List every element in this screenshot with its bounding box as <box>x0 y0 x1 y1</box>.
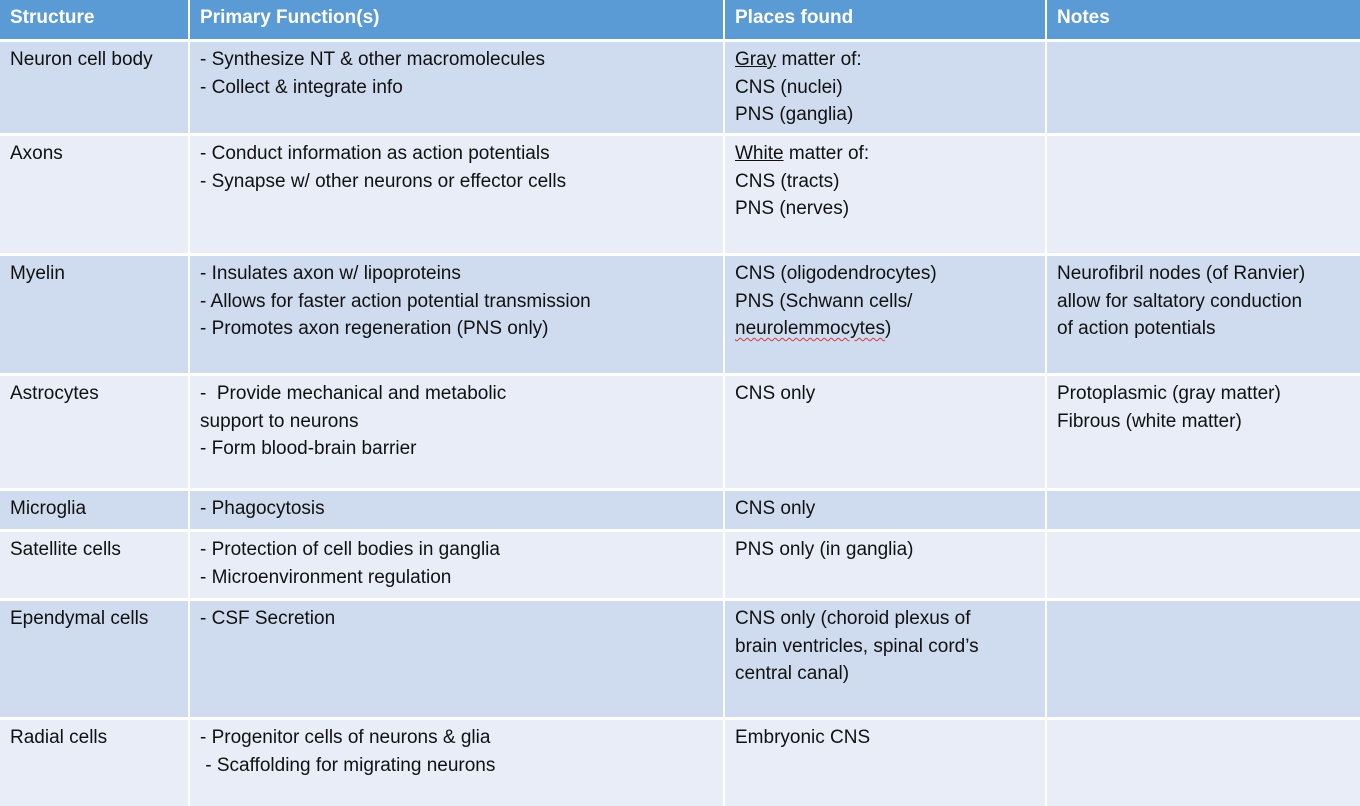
place-line: Embryonic CNS <box>735 727 871 748</box>
place-line: CNS only <box>735 498 816 519</box>
place-line <box>735 315 1035 343</box>
note-line: Protoplasmic (gray matter) <box>1057 383 1281 404</box>
functions-cell <box>190 42 723 133</box>
underlined-term: Gray <box>735 49 777 70</box>
header-structure: Structure <box>0 0 188 39</box>
place-line: PNS (nerves) <box>735 198 850 219</box>
structure-cell: Neuron cell body <box>0 42 188 133</box>
functions-cell <box>190 256 723 373</box>
functions-cell <box>190 601 723 717</box>
function-line: - Conduct information as action potentials <box>200 143 550 164</box>
function-line: - Synthesize NT & other macromolecules <box>200 49 545 70</box>
places-heading-rest: matter of: <box>776 49 862 70</box>
underlined-term: White <box>735 143 784 164</box>
header-places-found: Places found <box>725 0 1045 39</box>
structure-cell: Radial cells <box>0 720 188 806</box>
function-line: - Allows for faster action potential transmission <box>200 290 591 312</box>
place-line: CNS (oligodendrocytes) <box>735 263 937 284</box>
function-line: - Synapse w/ other neurons or effector cells <box>200 170 567 192</box>
place-line: PNS only (in ganglia) <box>735 539 914 560</box>
places-heading <box>735 46 1035 74</box>
function-line: - Progenitor cells of neurons & glia <box>200 727 491 748</box>
places-cell <box>725 491 1045 529</box>
function-line: - Scaffolding for migrating neurons <box>200 754 496 776</box>
place-line: PNS (Schwann cells/ <box>735 290 913 312</box>
function-line: - Promotes axon regeneration (PNS only) <box>200 318 549 339</box>
place-line: CNS only (choroid plexus of <box>735 608 971 629</box>
notes-cell <box>1047 601 1360 717</box>
places-cell <box>725 42 1045 133</box>
notes-cell <box>1047 720 1360 806</box>
functions-cell <box>190 136 723 253</box>
function-line: - Provide mechanical and metabolic <box>200 383 507 404</box>
function-line: - Microenvironment regulation <box>200 566 452 588</box>
place-suffix: ) <box>884 318 892 339</box>
notes-cell <box>1047 376 1360 488</box>
notes-cell <box>1047 491 1360 529</box>
function-line: - Phagocytosis <box>200 498 325 519</box>
notes-cell <box>1047 42 1360 133</box>
structure-cell: Myelin <box>0 256 188 373</box>
place-line: CNS (nuclei) <box>735 76 843 98</box>
place-line: CNS (tracts) <box>735 170 840 192</box>
functions-cell <box>190 720 723 806</box>
places-cell <box>725 532 1045 598</box>
places-cell <box>725 601 1045 717</box>
place-line: central canal) <box>735 663 850 684</box>
structure-cell: Astrocytes <box>0 376 188 488</box>
header-notes: Notes <box>1047 0 1360 39</box>
structure-cell: Microglia <box>0 491 188 529</box>
function-line: - Form blood-brain barrier <box>200 438 417 459</box>
note-line: Fibrous (white matter) <box>1057 410 1242 432</box>
structure-cell: Ependymal cells <box>0 601 188 717</box>
places-heading <box>735 140 1035 168</box>
places-cell <box>725 256 1045 373</box>
place-line: brain ventricles, spinal cord’s <box>735 635 979 657</box>
functions-cell <box>190 532 723 598</box>
header-primary-functions: Primary Function(s) <box>190 0 723 39</box>
places-cell <box>725 136 1045 253</box>
function-line: - Protection of cell bodies in ganglia <box>200 539 500 560</box>
functions-cell <box>190 491 723 529</box>
function-line: - Insulates axon w/ lipoproteins <box>200 263 461 284</box>
function-line: - CSF Secretion <box>200 608 336 629</box>
function-line: support to neurons <box>200 410 359 432</box>
spellcheck-underlined-term: neurolemmocytes <box>735 318 885 339</box>
notes-cell <box>1047 136 1360 253</box>
place-line: CNS only <box>735 383 816 404</box>
function-line: - Collect & integrate info <box>200 76 403 98</box>
functions-cell <box>190 376 723 488</box>
note-line: of action potentials <box>1057 318 1216 339</box>
note-line: allow for saltatory conduction <box>1057 290 1303 312</box>
notes-cell <box>1047 532 1360 598</box>
places-cell <box>725 720 1045 806</box>
places-heading-rest: matter of: <box>783 143 870 164</box>
notes-cell <box>1047 256 1360 373</box>
structure-cell: Satellite cells <box>0 532 188 598</box>
places-cell <box>725 376 1045 488</box>
place-line: PNS (ganglia) <box>735 104 854 125</box>
structure-cell: Axons <box>0 136 188 253</box>
note-line: Neurofibril nodes (of Ranvier) <box>1057 263 1306 284</box>
